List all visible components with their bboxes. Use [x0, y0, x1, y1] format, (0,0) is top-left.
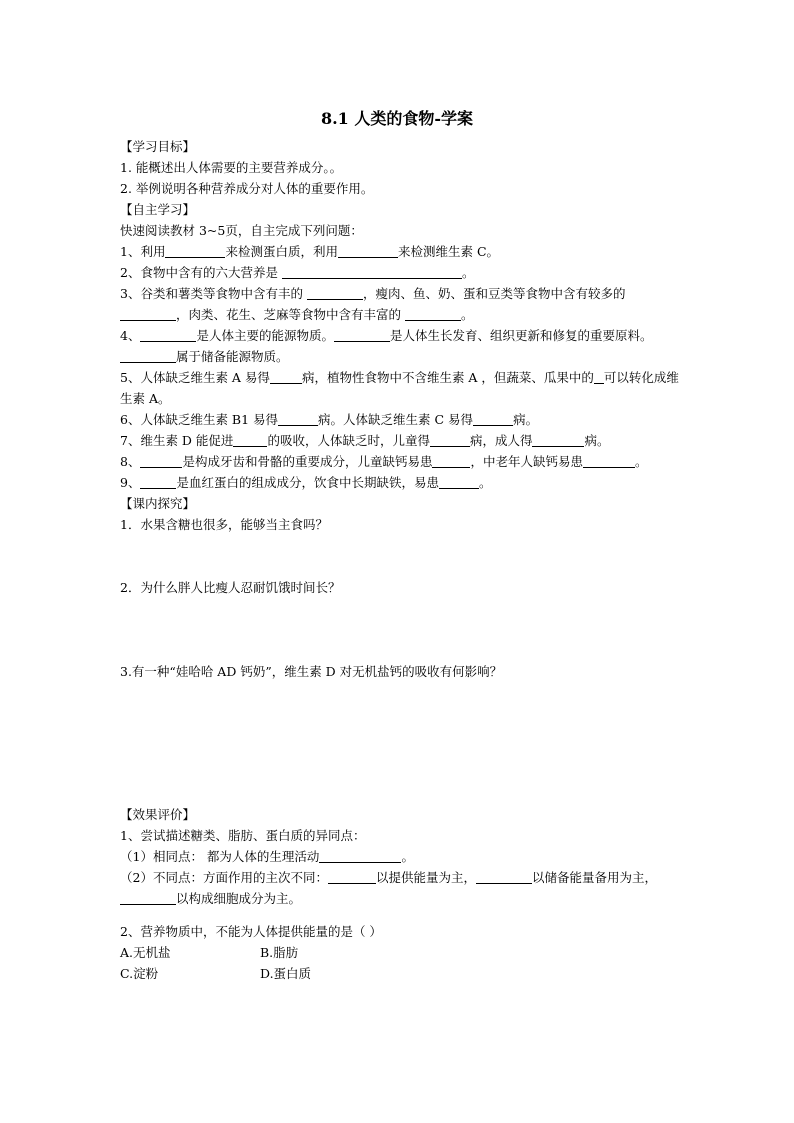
- blank[interactable]: [270, 369, 302, 384]
- blank[interactable]: [439, 474, 479, 489]
- blank[interactable]: [532, 432, 584, 447]
- blank[interactable]: [120, 890, 176, 905]
- question-4: 4、 是人体主要的能源物质。 是人体生长发育、组织更新和修复的重要原料。属于储备能源物质。: [120, 328, 653, 364]
- question-3-line-1: 3、谷类和薯类等食物中含有丰的 ，瘦肉、鱼、奶、蛋和豆类等食物中含有较多的: [120, 286, 626, 301]
- worksheet-content: [120, 136, 680, 984]
- blank[interactable]: [583, 453, 635, 468]
- explore-question-2: 2．为什么胖人比瘦人忍耐饥饿时间长？: [120, 580, 341, 595]
- question-1: 1、利用 来检测蛋白质，利用 来检测维生素 C。: [120, 244, 500, 259]
- options-row-1: [120, 942, 680, 963]
- blank[interactable]: [432, 453, 470, 468]
- blank[interactable]: [120, 306, 176, 321]
- answer-space[interactable]: [120, 535, 680, 577]
- question-7: 7、维生素 D 能促进 的吸收，人体缺乏时，儿童得 病，成人得 病。: [120, 433, 610, 448]
- section-header-self-study: 【自主学习】: [120, 202, 196, 217]
- question-2: 2、食物中含有的六大营养是 。: [120, 265, 475, 280]
- section-header-evaluate: 【效果评价】: [120, 807, 196, 822]
- goal-item-2: 2. 举例说明各种营养成分对人体的重要作用。: [120, 181, 374, 196]
- self-study-intro: 快速阅读教材 3~5页，自主完成下列问题：: [120, 223, 363, 238]
- blank[interactable]: [165, 243, 225, 258]
- blank[interactable]: [278, 411, 318, 426]
- section-header-explore: 【课内探究】: [120, 496, 196, 511]
- evaluate-question-1: 1、尝试描述糖类、脂肪、蛋白质的异同点：: [120, 828, 366, 843]
- answer-space[interactable]: [120, 682, 680, 804]
- blank[interactable]: [120, 348, 176, 363]
- goal-item-1: 1. 能概述出人体需要的主要营养成分。。: [120, 160, 343, 175]
- blank[interactable]: [594, 369, 604, 384]
- evaluate-same-point: （1）相同点： 都为人体的生理活动 。: [120, 849, 414, 864]
- blank[interactable]: [307, 285, 363, 300]
- question-3-line-2: ，肉类、花生、芝麻等食物中含有丰富的 。: [120, 304, 680, 325]
- blank[interactable]: [328, 869, 376, 884]
- question-8: 8、 是构成牙齿和骨骼的重要成分，儿童缺钙易患 ，中老年人缺钙易患 。: [120, 454, 648, 469]
- option-a[interactable]: A.无机盐: [120, 945, 171, 960]
- blank[interactable]: [140, 453, 182, 468]
- blank[interactable]: [405, 306, 461, 321]
- question-6: 6、人体缺乏维生素 B1 易得 病。人体缺乏维生素 C 易得 病。: [120, 412, 539, 427]
- blank[interactable]: [233, 432, 267, 447]
- blank[interactable]: [334, 327, 390, 342]
- blank[interactable]: [140, 327, 196, 342]
- blank[interactable]: [282, 264, 462, 279]
- blank[interactable]: [473, 411, 513, 426]
- options-row-2: [120, 963, 680, 984]
- blank[interactable]: [140, 474, 176, 489]
- blank[interactable]: [430, 432, 470, 447]
- blank[interactable]: [476, 869, 532, 884]
- blank[interactable]: [319, 848, 401, 863]
- option-d[interactable]: D.蛋白质: [260, 966, 312, 981]
- explore-question-1: 1．水果含糖也很多，能够当主食吗？: [120, 517, 328, 532]
- evaluate-diff-point: （2）不同点：方面作用的主次不同： 以提供能量为主， 以储备能量备用为主，以构成细胞成分为主。: [120, 870, 657, 906]
- answer-space[interactable]: [120, 598, 680, 661]
- explore-question-3: 3.有一种“娃哈哈 AD 钙奶”，维生素 D 对无机盐钙的吸收有何影响？: [120, 664, 503, 679]
- section-header-goals: 【学习目标】: [120, 139, 196, 154]
- question-5: 5、人体缺乏维生素 A 易得 病，植物性食物中不含维生素 A ，但蔬菜、瓜果中的 可以转化成维生素 A。: [120, 370, 679, 406]
- blank[interactable]: [338, 243, 398, 258]
- option-c[interactable]: C.淀粉: [120, 966, 159, 981]
- page-title: 8.1 人类的食物-学案: [320, 109, 474, 128]
- question-9: 9、 是血红蛋白的组成成分，饮食中长期缺铁，易患 。: [120, 475, 492, 490]
- evaluate-question-2: 2、营养物质中，不能为人体提供能量的是（ ）: [120, 924, 382, 939]
- option-b[interactable]: B.脂肪: [260, 945, 299, 960]
